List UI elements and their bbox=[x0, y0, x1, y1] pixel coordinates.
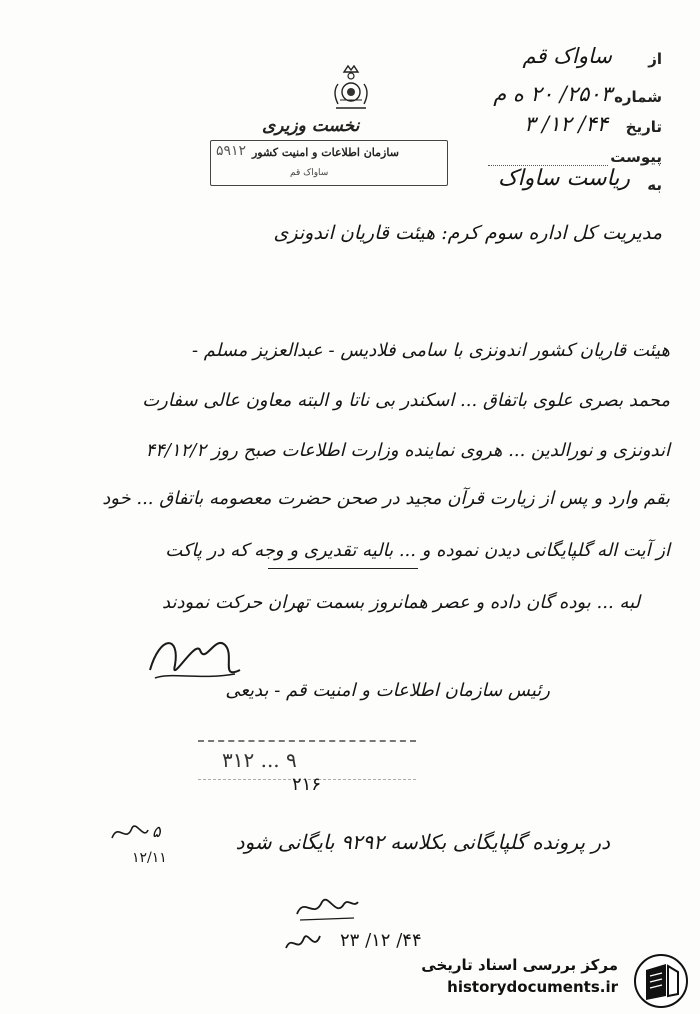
side-num: ۵ bbox=[152, 822, 161, 841]
ministry-stamp-number: ۵۹۱۲ bbox=[216, 143, 247, 159]
body-line-5-underline bbox=[268, 568, 418, 569]
received-stamp-number: ۲۱۶ bbox=[292, 774, 322, 795]
body-line-4: بقم وارد و پس از زیارت قرآن مجید در صحن حضرت معصومه باتفاق ... خود bbox=[102, 488, 670, 509]
watermark bbox=[420, 950, 698, 1012]
ministry-sub: ساواک قم bbox=[290, 168, 329, 178]
body-line-2: محمد بصری علوی باتفاق ... اسکندر بی ناتا و البته معاون عالی سفارت bbox=[142, 390, 670, 411]
from-label: از bbox=[648, 50, 662, 68]
body-line-3: اندونزی و نورالدین ... هروی نماینده وزارت اطلاعات صبح روز ۴۴/۱۲/۲ bbox=[145, 440, 670, 461]
subject-line: مدیریت کل اداره سوم کرم: هیئت قاریان اندونزی bbox=[273, 222, 662, 244]
archive-logo-icon bbox=[632, 952, 690, 1010]
bottom-signature-icon bbox=[292, 890, 362, 924]
lion-and-sun-emblem-icon bbox=[318, 62, 384, 118]
watermark-title: مرکز بررسی اسناد تاریخی bbox=[421, 956, 618, 974]
received-stamp-text: ۹ ... ۳۱۲ bbox=[222, 748, 297, 772]
filing-annotation: در پرونده گلپایگانی بکلاسه ۹۲۹۲ بایگانی شود bbox=[235, 830, 610, 854]
body-line-5: از آیت اله گلپایگانی دیدن نموده و ... بالیه تقدیری و وجه که در پاکت bbox=[165, 540, 670, 561]
bottom-initial-icon bbox=[282, 926, 324, 960]
to-value: ریاست ساواک bbox=[497, 166, 630, 191]
body-line-1: هیئت قاریان کشور اندونزی با سامی فلادیس - عبدالعزیز مسلم - bbox=[191, 340, 670, 361]
watermark-url: historydocuments.ir bbox=[447, 978, 618, 996]
signature-title: رئیس سازمان اطلاعات و امنیت قم - بدیعی bbox=[225, 680, 550, 701]
date-label: تاریخ bbox=[625, 118, 662, 136]
attachment-label: پیوست bbox=[610, 148, 662, 166]
from-value: ساواک قم bbox=[522, 44, 612, 68]
date-value: ۴۴/ ۱۲/ ۳ bbox=[524, 112, 608, 136]
side-date: ۱۲/۱۱ bbox=[132, 850, 167, 866]
number-value: ۲۵۰۳/ ۲۰ ه م bbox=[493, 82, 612, 106]
to-label: به bbox=[647, 176, 662, 194]
bottom-date: ۴۴/ ۱۲/ ۲۳ bbox=[340, 930, 422, 951]
body-line-6: لبه ... بوده گان داده و عصر همانروز بسمت تهران حرکت نمودند bbox=[162, 592, 640, 613]
ministry-title: نخست وزیری bbox=[262, 116, 360, 136]
ministry-org: سازمان اطلاعات و امنیت کشور bbox=[252, 146, 399, 159]
side-initial-scribble-icon bbox=[108, 818, 152, 848]
number-label: شماره bbox=[614, 88, 662, 106]
